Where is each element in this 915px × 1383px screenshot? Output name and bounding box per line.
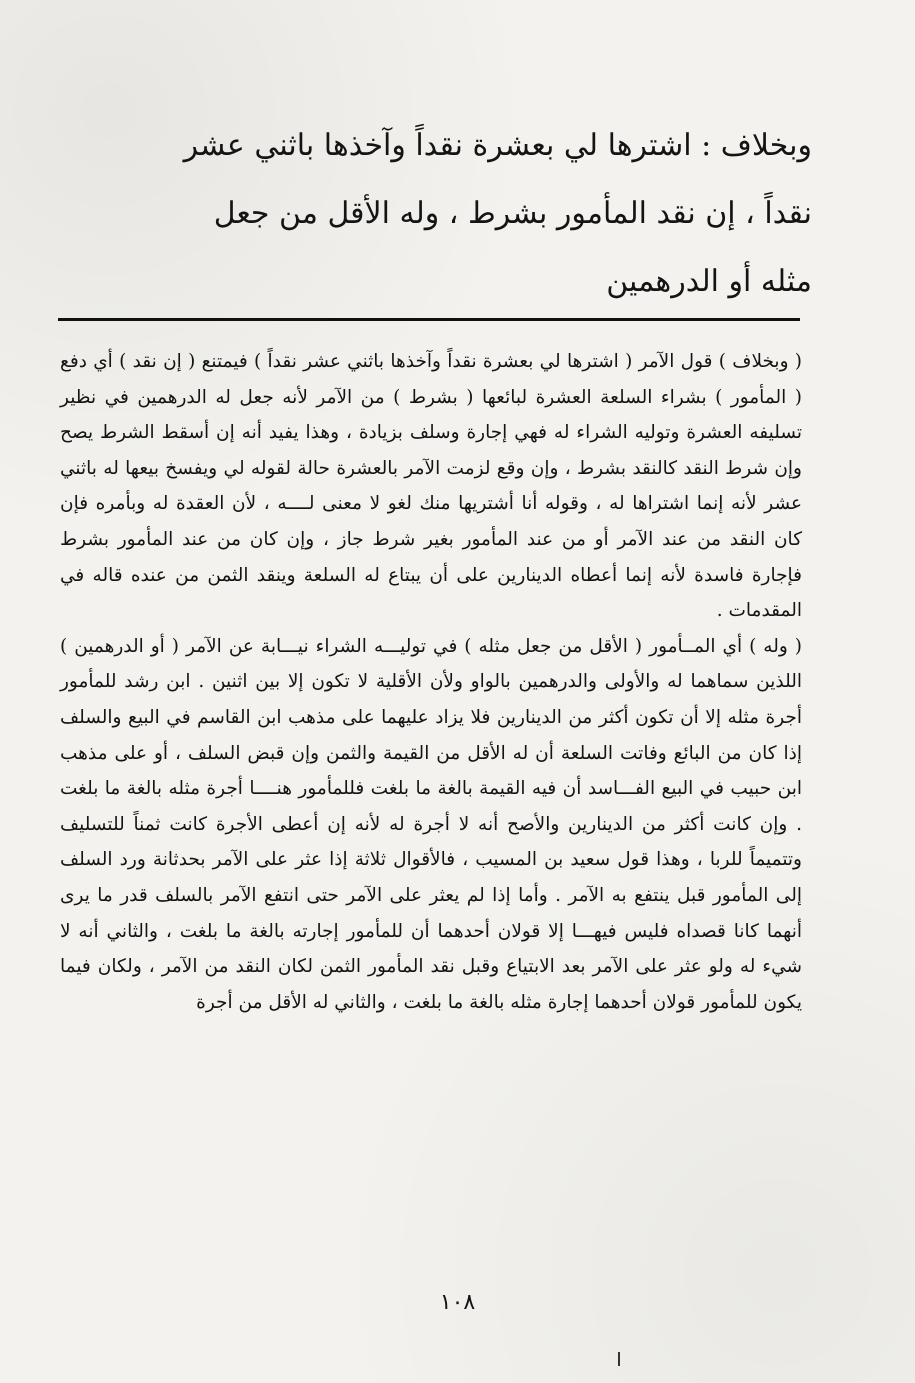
commentary-text	[60, 344, 802, 1020]
matn-line-3: مثله أو الدرهمين	[606, 264, 812, 299]
margin-mark	[618, 1352, 620, 1366]
page-number: ١٠٨	[439, 1290, 476, 1315]
commentary-paragraph-2: ( وله ) أي المــأمور ( الأقل من جعل مثله ) في توليـــه الشراء نيـــابة عن الآمر ( أو الدرهمين ) اللذين سماهما له والأولى والدرهمين بالواو ولأن الأقلية لا تكون إلا بين اثنين . ابن رشد للمأمور أجرة مثله إلا أن تكون أكثر من الدينارين فلا يزاد عليهما على مذهب ابن القاسم في البيع والسلف إذا كان من البائع وفاتت السلعة أن له الأقل من القيمة والثمن وإن قبض السلف ، أو على مذهب ابن حبيب في البيع الفـــاسد أن فيه القيمة بالغة ما بلغت فللمأمور هنــــا أجرة مثله بالغة ما بلغت . وإن كانت أكثر من الدينارين والأصح أنه لا أجرة له لأنه إن أعطى الأجرة كانت ثمناً للتسليف وتتميماً للربا ، وهذا قول سعيد بن المسيب ، فالأقوال ثلاثة إذا عثر على الآمر بحدثانة ورد السلف إلى المأمور قبل ينتفع به الآمر . وأما إذا لم يعثر على الآمر حتى انتفع الآمر بالسلف قدر ما يرى أنهما كانا قصداه فليس فيهـــا إلا قولان أحدهما أن للمأمور إجارته بالغة ما بلغت ، والثاني أنه لا شيء له ولو عثر على الآمر بعد الابتياع وقبل نقد المأمور الثمن لكان النقد من الآمر ، ولكان فيما يكون للمأمور قولان أحدهما إجارة مثله بالغة ما بلغت ، والثاني له الأقل من أجرة	[60, 635, 802, 1013]
matn-line-1: وبخلاف : اشترها لي بعشرة نقداً وآخذها باثني عشر	[183, 128, 812, 163]
matn-text	[92, 112, 812, 316]
commentary-paragraph-1: ( وبخلاف ) قول الآمر ( اشترها لي بعشرة نقداً وآخذها باثني عشر نقداً ) فيمتنع ( إن نقد ) أي دفع ( المأمور ) بشراء السلعة العشرة لبائعها ( بشرط ) من الآمر لأنه جعل له الدرهمين في نظير تسليفه العشرة وتوليه الشراء له فهي إجارة وسلف بزيادة ، وهذا يفيد أنه إن أسقط الشرط يصح وإن شرط النقد كالنقد بشرط ، وإن وقع لزمت الآمر بالعشرة حالة لقوله لي ويفسخ بيعها له باثني عشر لأنه إنما اشتراها له ، وقوله أنا أشتريها منك لغو لا معنى لــــه ، لأن العقدة له وبأمره فإن كان النقد من عند الآمر أو من عند المأمور بغير شرط جاز ، وإن كان من عند المأمور بشرط فإجارة فاسدة لأنه إنما أعطاه الدينارين على أن يبتاع له السلعة وينقد الثمن من عنده قاله في المقدمات .	[60, 351, 802, 622]
matn-line-2: نقداً ، إن نقد المأمور بشرط ، وله الأقل من جعل	[213, 196, 812, 231]
divider-rule	[58, 318, 800, 321]
